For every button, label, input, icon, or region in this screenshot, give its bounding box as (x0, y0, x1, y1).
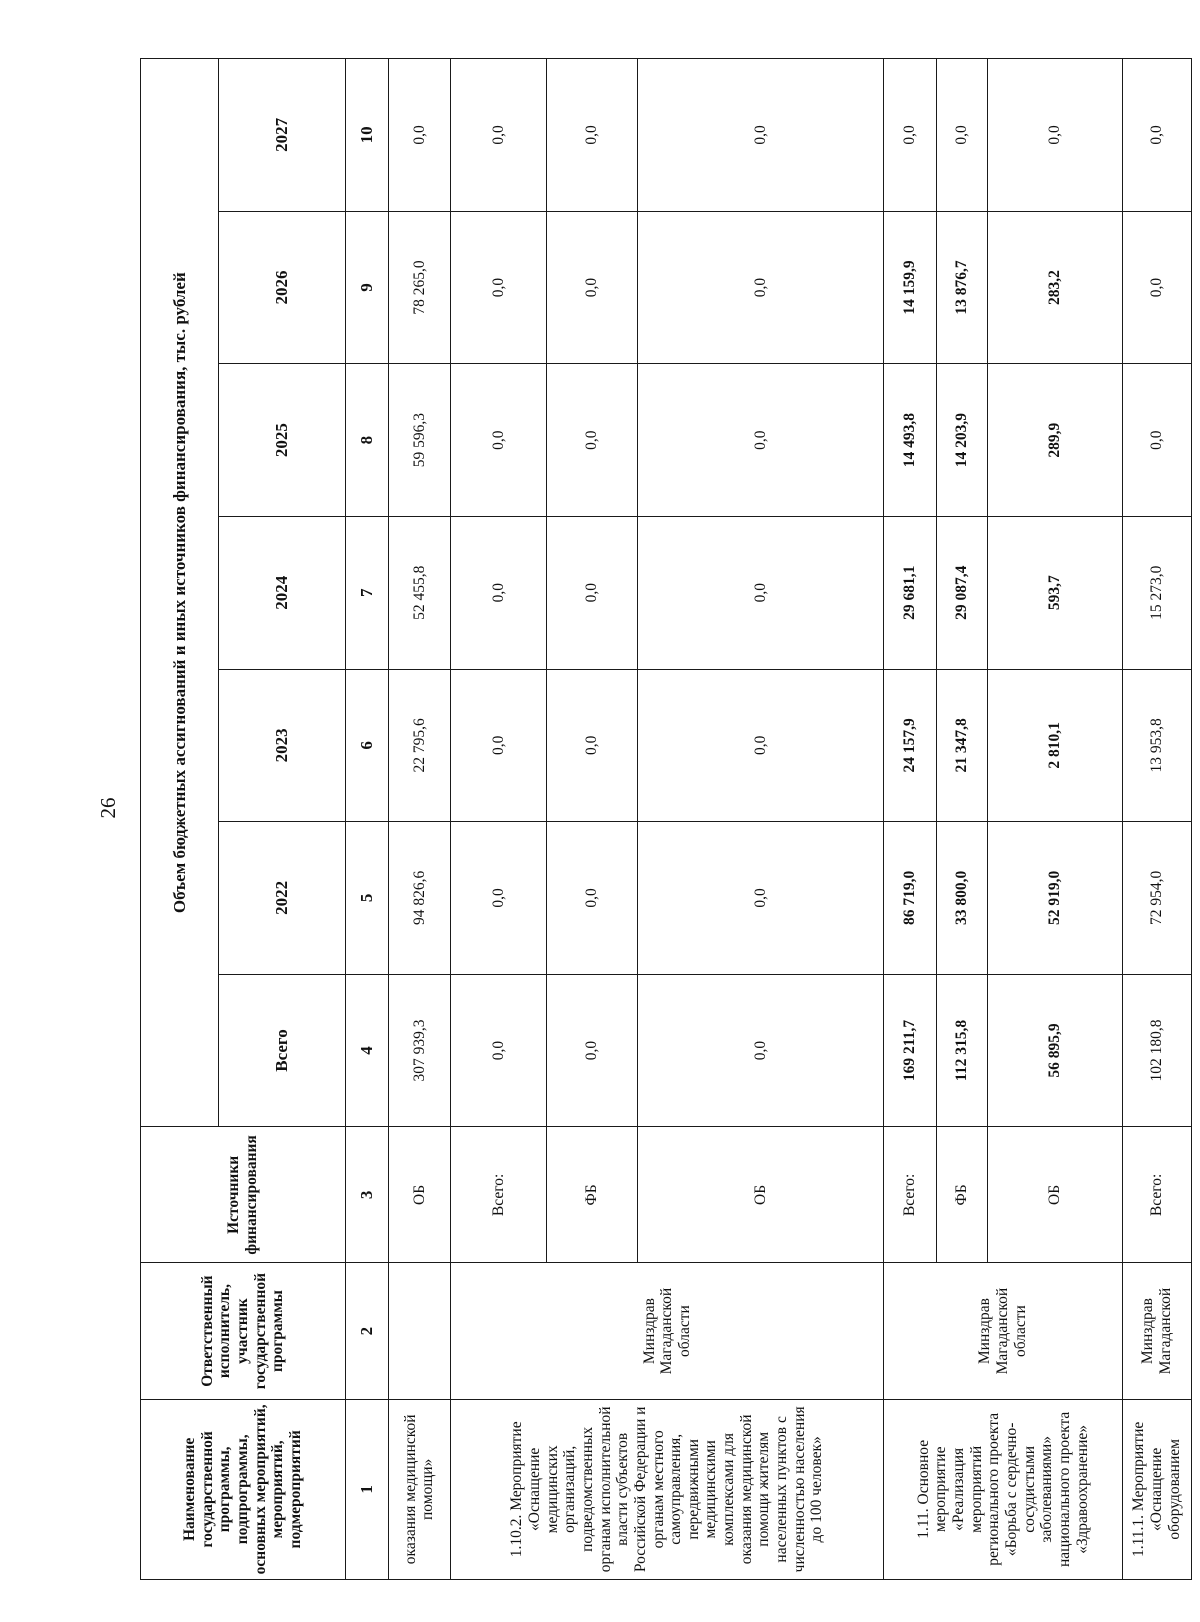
value-cell: 0,0 (546, 974, 637, 1127)
value-cell: 0,0 (546, 211, 637, 364)
value-cell: 0,0 (451, 364, 547, 517)
header-total: Всего (218, 974, 345, 1127)
value-cell: 0,0 (451, 211, 547, 364)
value-cell: 283,2 (988, 211, 1122, 364)
funding-source: Всего: (451, 1127, 547, 1263)
value-cell: 24 157,9 (884, 669, 937, 822)
value-cell: 0,0 (1122, 364, 1191, 517)
value-cell: 33 800,0 (936, 822, 987, 975)
value-cell: 52 455,8 (388, 516, 450, 669)
value-cell: 112 315,8 (936, 974, 987, 1127)
column-number: 8 (345, 364, 388, 517)
value-cell: 0,0 (1122, 59, 1191, 212)
table-row (884, 59, 937, 1580)
executor: Минздрав Магаданской области (884, 1263, 1122, 1399)
value-cell: 169 211,7 (884, 974, 937, 1127)
column-number: 1 (345, 1399, 388, 1579)
funding-source: ОБ (388, 1127, 450, 1263)
value-cell: 13 876,7 (936, 211, 987, 364)
value-cell: 0,0 (936, 59, 987, 212)
table-row (1122, 59, 1191, 1580)
funding-source: Всего: (884, 1127, 937, 1263)
funding-source: ОБ (988, 1127, 1122, 1263)
value-cell: 307 939,3 (388, 974, 450, 1127)
funding-source: Всего: (1122, 1127, 1191, 1263)
header-year: 2023 (218, 669, 345, 822)
value-cell: 0,0 (451, 669, 547, 822)
value-cell: 0,0 (546, 822, 637, 975)
header-year: 2025 (218, 364, 345, 517)
value-cell: 14 159,9 (884, 211, 937, 364)
column-number: 5 (345, 822, 388, 975)
value-cell: 0,0 (1122, 211, 1191, 364)
value-cell: 0,0 (451, 974, 547, 1127)
executor: Минздрав Магаданской области (451, 1263, 884, 1399)
page-number: 26 (96, 797, 120, 819)
value-cell: 0,0 (451, 516, 547, 669)
value-cell: 15 273,0 (1122, 516, 1191, 669)
value-cell: 0,0 (637, 364, 884, 517)
value-cell: 29 087,4 (936, 516, 987, 669)
value-cell: 0,0 (637, 974, 884, 1127)
value-cell: 0,0 (451, 822, 547, 975)
value-cell: 2 810,1 (988, 669, 1122, 822)
value-cell: 0,0 (988, 59, 1122, 212)
value-cell: 52 919,0 (988, 822, 1122, 975)
value-cell: 593,7 (988, 516, 1122, 669)
program-name: оказания медицинской помощи» (388, 1399, 450, 1579)
table-row (451, 59, 547, 1580)
value-cell: 0,0 (546, 516, 637, 669)
header-year: 2022 (218, 822, 345, 975)
value-cell: 13 953,8 (1122, 669, 1191, 822)
value-cell: 14 203,9 (936, 364, 987, 517)
value-cell: 289,9 (988, 364, 1122, 517)
value-cell: 22 795,6 (388, 669, 450, 822)
column-number: 4 (345, 974, 388, 1127)
header-year: 2024 (218, 516, 345, 669)
value-cell: 0,0 (884, 59, 937, 212)
header-name-col: Наименование государственной программы, подпрограммы, основных мероприятий, мероприятий, подмероприятий (141, 1399, 346, 1579)
value-cell: 0,0 (637, 669, 884, 822)
value-cell: 59 596,3 (388, 364, 450, 517)
column-number: 3 (345, 1127, 388, 1263)
header-executor-col: Ответственный исполнитель, участник государственной программы (141, 1263, 346, 1399)
value-cell: 0,0 (546, 59, 637, 212)
table-row (388, 59, 450, 1580)
funding-source: ОБ (637, 1127, 884, 1263)
value-cell: 29 681,1 (884, 516, 937, 669)
column-number: 6 (345, 669, 388, 822)
value-cell: 0,0 (388, 59, 450, 212)
executor: Минздрав Магаданской (1122, 1263, 1191, 1399)
header-source-col: Источники финансирования (141, 1127, 346, 1263)
value-cell: 21 347,8 (936, 669, 987, 822)
value-cell: 86 719,0 (884, 822, 937, 975)
header-year: 2026 (218, 211, 345, 364)
budget-table-wrapper (140, 58, 1192, 1580)
value-cell: 56 895,9 (988, 974, 1122, 1127)
value-cell: 0,0 (546, 669, 637, 822)
value-cell: 72 954,0 (1122, 822, 1191, 975)
column-number: 10 (345, 59, 388, 212)
value-cell: 0,0 (637, 59, 884, 212)
column-number: 2 (345, 1263, 388, 1399)
funding-source: ФБ (936, 1127, 987, 1263)
program-name: 1.11. Основное мероприятие «Реализация мероприятий регионального проекта «Борьба с сердечно-сосудистыми заболеваниями» национального проекта «Здравоохранение» (884, 1399, 1122, 1579)
value-cell: 0,0 (546, 364, 637, 517)
executor (388, 1263, 450, 1399)
column-number: 7 (345, 516, 388, 669)
column-number: 9 (345, 211, 388, 364)
value-cell: 94 826,6 (388, 822, 450, 975)
value-cell: 0,0 (451, 59, 547, 212)
program-name: 1.11.1. Мероприятие «Оснащение оборудованием (1122, 1399, 1191, 1579)
value-cell: 0,0 (637, 822, 884, 975)
header-budget-title: Объем бюджетных ассигнований и иных источников финансирования, тыс. рублей (141, 59, 219, 1127)
budget-table (140, 58, 1192, 1580)
program-name: 1.10.2. Мероприятие «Оснащение медицинских организаций, подведомственных органам исполнительной власти субъектов Российской Федерации и органам местного самоуправления, передвижными медицинскими комплексами для оказания медицинской помощи жителям населенных пунктов с численностью населения до 100 человек» (451, 1399, 884, 1579)
header-year: 2027 (218, 59, 345, 212)
value-cell: 14 493,8 (884, 364, 937, 517)
value-cell: 78 265,0 (388, 211, 450, 364)
value-cell: 102 180,8 (1122, 974, 1191, 1127)
value-cell: 0,0 (637, 516, 884, 669)
value-cell: 0,0 (637, 211, 884, 364)
funding-source: ФБ (546, 1127, 637, 1263)
